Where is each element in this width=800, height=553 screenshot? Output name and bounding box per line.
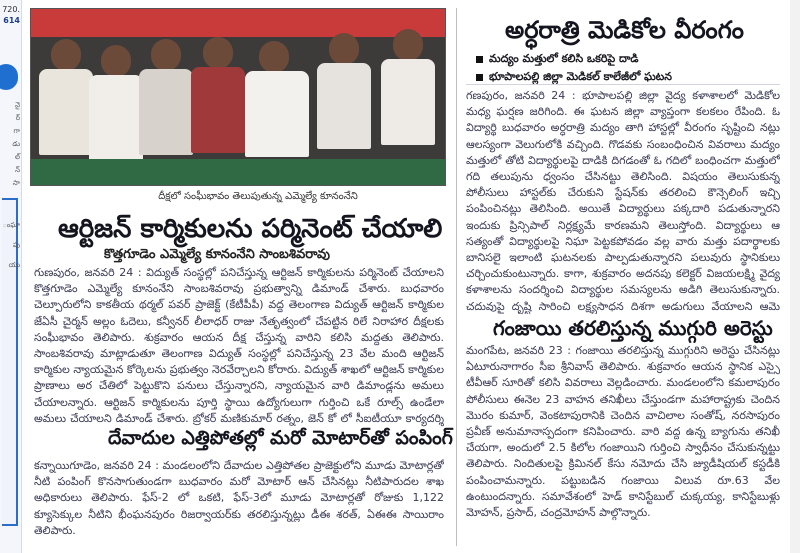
blue-marker-shape bbox=[0, 64, 18, 90]
page-number bbox=[0, 4, 22, 26]
strip-snippet: న్ bbox=[15, 166, 20, 174]
strip-snippet: డు bbox=[12, 140, 20, 148]
article-2-headline: దేవాదుల ఎత్తిపోతల్లో మరో మోటార్‌తో పంపింగ్ bbox=[108, 427, 453, 449]
article-1-subhead: కొత్తగూడెం ఎమ్మెల్యే కూనంనేని సాంబశివరావు bbox=[104, 247, 331, 262]
article-3-headline: అర్ధరాత్రి మెడికోల వీరంగం bbox=[505, 16, 744, 44]
article-2-body: కన్నాయిగూడెం, జనవరి 24 : మండలంలోని దేవాదుల ఎత్తిపోతల ప్రాజెక్టులోని మూడు మోటార్లతో నీటి పంపింగ్ కొనసాగుతుండగా బుధవారం మరో మోటార్ ఆన్ చేసినట్లు నీటిపారుదల శాఖ అధికారులు తెలిపారు. ఫేస్-2 లో ఒకటి, ఫేస్-3లో మూడు మోటార్లతో రోజుకు 1,122 క్యూసెక్కుల నీటిని భీంఘనపురం రిజర్వాయర్‌కు తరలిస్తున్నట్లు డీఈ శరత్, ఏఈఈ సాయిరాం తెలిపారు. bbox=[34, 459, 444, 537]
article-4-headline: గంజాయి తరలిస్తున్న ముగ్గురి అరెస్టు bbox=[493, 316, 773, 340]
article-4-body: మంగపేట, జనవరి 23 : గంజాయి తరలిస్తున్న ముగ్గురిని అరెస్టు చేసినట్లు ఏటూరునాగారం సీఐ శ్రీనివాస్ తెలిపారు. శుక్రవారం ఆయన స్థానిక ఎస్సై టీవీఆర్ సూరితో కలిసి వివరాలు వెల్లడించారు. మండలంలోని కమలాపురం పోలీసులు ఈనెల 23 వాహన తనిఖీలు చేస్తుండగా మహారాష్ట్రకు చెందిన మొరం కుమార్, వెంకటాపురానికి చెందిన వాచిలాల సంతోష్, నరసాపురం ప్రవీణ్ అనుమానాస్పదంగా కనిపించారు. వారి వద్ద ఉన్న బ్యాగును తనిఖీ చేయగా, అందులో 2.5 కిలోల గంజాయిని గుర్తించి స్వాధీనం చేసుకున్నట్టు తెలిపారు. నిందితులపై క్రిమినల్ కేసు నమోదు చేసి జ్యుడీషియల్ కస్టడీకి పంపించామన్నారు. పట్టుబడిన గంజాయి విలువ రూ.63 వేల ఉంటుందన్నారు. సమావేశంలో హెడ్ కానిస్టేబుల్ చుక్కయ్య, కానిస్టేబుళ్లు మోహన్, ప్రసాద్, చంద్రమోహన్ పాల్గొన్నారు. bbox=[466, 344, 780, 520]
page-edge bbox=[790, 0, 800, 553]
article-1-headline: ఆర్టిజన్ కార్మికులను పర్మినెంట్ చేయాలి bbox=[58, 214, 443, 244]
bullet-text: మద్యం మత్తులో కలిసి ఒకరిపై దాడి bbox=[489, 52, 639, 65]
strip-snippet: ంఘా bbox=[2, 221, 20, 229]
strip-snippet: నై bbox=[15, 101, 20, 109]
bullet-square-icon bbox=[476, 74, 483, 81]
strip-snippet: ల్ bbox=[15, 153, 20, 161]
photo-table-cloth bbox=[31, 159, 446, 186]
article-3-body: గణపురం, జనవరి 24 : భూపాలపల్లి జిల్లా వైద్య కళాశాలలో మెడికోల మధ్య ఘర్షణ జరిగింది. ఈ ఘటన జిల్లా వ్యాప్తంగా కలకలం రేపింది. ఓ విద్యార్థి బుధవారం అర్ధరాత్రి మద్యం తాగి హాస్టల్లో వీరంగం సృష్టించి నట్లు ఆలస్యంగా వెలుగులోకి వచ్చింది. గొడవకు సంబంధించిన వివరాలు మద్యం మత్తులో తోటి విద్యార్థులపై దాడికి దిగడంతో ఓ గదిలో బంధించగా మత్తులో గది తలుపును ధ్వంసం చేసినట్టు తెలిసింది. విషయం తెలుసుకున్న పోలీసులు హాస్టల్‌కు చేరుకుని స్టేషన్‌కు తరలించి కౌన్సెలింగ్ ఇచ్చి పంపించినట్లు తెలిసింది. అయితే విద్యార్థులు పక్కదారి పడుతున్నారని ఇందుకు ప్రిన్సిపాల్ నిర్లక్ష్యమే కారణమని తెలుస్తోంది. విద్యార్థులు ఆ సత్యంతో విద్యార్థులపై నిఘా పెట్టకపోవడం వల్ల వారు మత్తు పదార్థాలకు బానిసలై ఇలాంటి ఘటనలకు పాల్పడుతున్నారని పలువురు స్థానికులు చర్చించుకుంటున్నారు. కాగా, శుక్రవారం అదనపు కలెక్టర్ విజయలక్ష్మి వైద్య కళాశాలను సందర్శించి విద్యార్థుల సమస్యలను అడిగి తెలుసుకున్నారు. చదువుపై దృష్టి సారించి లక్ష్యసాధన దిశగా అడుగులు వేయాలని ఆమె bbox=[466, 89, 780, 313]
bullet-divider bbox=[466, 84, 780, 85]
strip-snippet: సా bbox=[12, 179, 20, 187]
strip-snippet: ర్ bbox=[15, 114, 20, 122]
column-divider bbox=[456, 8, 457, 546]
photo-caption: దీక్షలో సంఘీభావం తెలుపుతున్న ఎమ్మెల్యే కూనంనేని bbox=[158, 191, 358, 202]
bullet-square-icon bbox=[476, 56, 483, 63]
article-1-body: గుణపురం, జనవరి 24 : విద్యుత్ సంస్థల్లో పనిచేస్తున్న ఆర్టిజన్ కార్మికులను పర్మినెంట్ చేయాలని కొత్తగూడెం ఎమ్మెల్యే కూనంనేని సాంబశివరావు ప్రభుత్వాన్ని డిమాండ్ చేశారు. బుధవారం చెల్పూరులోని కాకతీయ థర్మల్ పవర్ ప్రాజెక్ట్ (కేటీపీపీ) వద్ద తెలంగాణ విద్యుత్ ఆర్టిజన్ కార్మికుల జేఏసీ చైర్మన్ అల్లం ఓదెలు, కన్వీనర్ లీలాధర్ రాజు నేతృత్వంలో చేపట్టిన రిలే నిరాహార దీక్షలకు సంఘీభావం తెలిపారు. శుక్రవారం ఆయన దీక్ష చేస్తున్న వారిని కలిసి మద్దతు తెలిపారు. సాంబశివరావు మాట్లాడుతూ తెలంగాణ విద్యుత్ సంస్థల్లో పనిచేస్తున్న 23 వేల మంది ఆర్టిజన్ కార్మికుల న్యాయమైన కోర్కెలను ప్రభుత్వం నెరవేర్చాలని కోరారు. విద్యుత్ శాఖలో ఆర్టిజన్ కార్మికుల ప్రాణాలు అర చేతిలో పెట్టుకొని పనులు చేస్తున్నారని, న్యాయమైన వారి డిమాండ్లను అమలు చేయాలన్నారు. ఆర్టిజన్ కార్మికులను పూర్తి స్థాయి ఉద్యోగులుగా గుర్తించి ఒకే రూల్స్ ఉండేలా అమలు చేయాలని డిమాండ్ చేశారు. బ్రోకర్ మణికుమార్ రత్నం, జెన్ కో లో సీఐటీయూ కార్యదర్శి bbox=[34, 266, 444, 425]
article-3-bullet bbox=[476, 52, 639, 68]
strip-snippet: పు bbox=[13, 241, 20, 249]
photo-banner bbox=[31, 9, 446, 37]
bullet-text: భూపాలపల్లి జిల్లా మెడికల్ కాలేజీలో ఘటన bbox=[489, 70, 673, 83]
side-box-border bbox=[2, 198, 18, 526]
strip-snippet: గా bbox=[13, 127, 20, 135]
page-number-top: 720. bbox=[2, 5, 20, 14]
strip-snippet: యు bbox=[8, 261, 20, 269]
news-photo bbox=[30, 8, 446, 186]
page-number-bottom: 614 bbox=[3, 16, 20, 25]
adjacent-page-strip bbox=[0, 0, 22, 553]
